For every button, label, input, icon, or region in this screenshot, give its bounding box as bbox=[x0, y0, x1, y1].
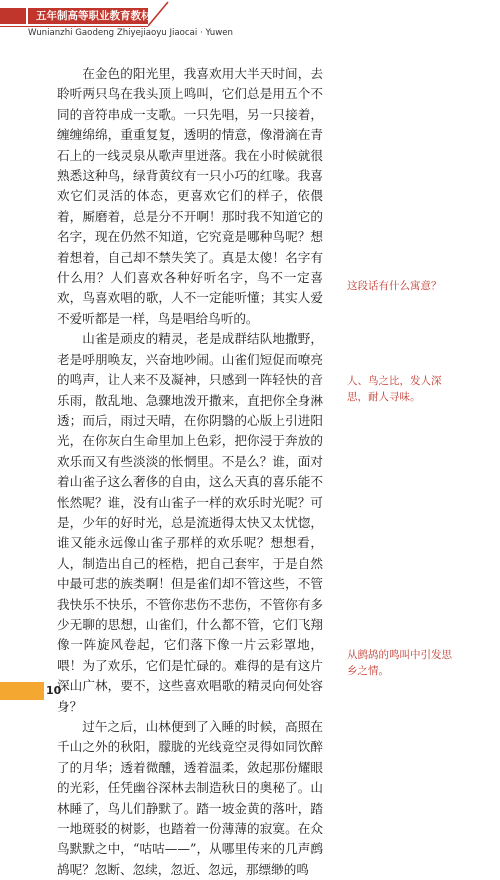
header-title: 五年制高等职业教育教材·语文 bbox=[28, 8, 148, 24]
main-text bbox=[57, 64, 323, 880]
header-corner-mark bbox=[148, 0, 170, 28]
margin-note: 这段话有什么寓意？ bbox=[347, 280, 442, 292]
header-rule bbox=[0, 26, 148, 27]
paragraph-1: 在金色的阳光里，我喜欢用大半天时间，去聆听两只鸟在我头顶上鸣叫，它们总是用五个不同的音符串成一支歌。一只先唱，另一只接着，缠缠绵绵，重重复复，透明的情意，像滑滴在青石上的一线灵泉从歌声里迸落。我在小时候就很熟悉这种鸟，绿背黄纹有一只小巧的红喙。我喜欢它们灵活的体态，更喜欢它们的样子，依偎着，厮磨着，总是分不开啊！那时我不知道它的名字，现在仍然不知道，它究竟是哪种鸟呢？想着想着，自己却不禁失笑了。真是太傻！名字有什么用？人们喜欢各种好听名字，鸟不一定喜欢，鸟喜欢唱的歌，人不一定能听懂；其实人爱不爱听都是一样，鸟是唱给鸟听的。 bbox=[57, 66, 323, 326]
paragraph-2: 山雀是顽皮的精灵，老是成群结队地撒野，老是呼朋唤友，兴奋地吵闹。山雀们短促而嘹亮的鸣声，让人来不及凝神，只感到一阵轻快的音乐雨，散乱地、急骤地泼开撒来，直把你全身淋透；而后，雨过天晴，在你阴翳的心版上引进阳光，在你灰白生命里加上色彩，把你浸于奔放的欢乐而又有些淡淡的怅惘里。不是么？谁，面对着山雀子这么奢侈的自由，这么天真的喜乐能不怅然呢？谁，没有山雀子一样的欢乐时光呢？可是，少年的好时光，总是流逝得太快又太忧惚，谁又能永远像山雀子那样的欢乐呢？想想看，人，制造出自己的桎梏，把自己套牢，于是自然中最可悲的族类啊！但是雀们却不管这些，不管我快乐不快乐，不管你悲伤不悲伤，不管你有多少无聊的思想，山雀们，什么都不管，它们飞翔像一阵旋风卷起，它们落下像一片云彩罩地，喂！为了欢乐，它们是忙碌的。难得的是有这片深山广林，要不，这些喜欢唱歌的精灵向何处容身？ bbox=[57, 331, 323, 714]
header-subtitle: Wunianzhi Gaodeng Zhiyejiaoyu Jiaocai · Yuwen bbox=[28, 28, 233, 38]
footer-bar bbox=[0, 682, 44, 700]
page-header bbox=[0, 0, 500, 40]
header-stripe bbox=[0, 8, 26, 24]
margin-note: 人、鸟之比，发人深思，耐人寻味。 bbox=[347, 375, 442, 403]
page-number: 10 bbox=[46, 684, 62, 697]
paragraph-3: 过午之后，山林便到了入睡的时候，高照在千山之外的秋阳，朦胧的光线竟空灵得如同饮醉了的月华；透着微醺，透着温柔，敛起那份耀眼的光彩，任凭幽谷深林去制造秋日的奥秘了。山林睡了，鸟儿们静默了。踏一坡金黄的落叶，踏一地斑驳的树影，也踏着一份薄薄的寂寞。在众鸟默默之中，“咕咕——”，从哪里传来的几声鹧鸪呢？忽断、忽续，忽近、忽远，那缥缈的鸣 bbox=[57, 719, 323, 877]
margin-note: 从鹧鸪的鸣叫中引发思乡之情。 bbox=[347, 649, 452, 677]
